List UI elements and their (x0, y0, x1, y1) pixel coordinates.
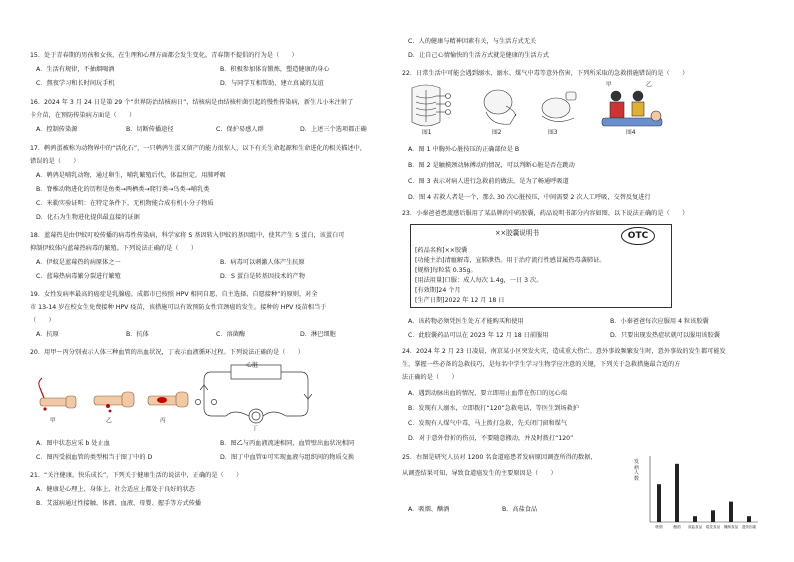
chart-x-tick-label: 遗传因素 (741, 525, 757, 529)
q17-line1: 17．鹌鹑蛋被称为动物界中的“活化石”，一只鹌鹑生蛋又留产的能力很惊人，以下有关生命起源和生命进化的相关描述中， (30, 145, 367, 152)
bleeding-hand-yi-icon (94, 392, 134, 412)
q19-line1: 19．女性发病率最高的癌症是乳腺癌。成都市已按照 HPV 相同自愿、自主选择、自愿接种”的原则，对全 (30, 291, 318, 298)
q18-option-c[interactable]: C．蓝莓热病毒繁分裂进行繁殖 (36, 273, 121, 280)
q17-option-d[interactable]: D．化石为生物进化提供最直接的证据 (36, 214, 140, 221)
q16-option-d[interactable]: D．上述三个选项都正确 (300, 126, 367, 133)
q18-line2: 抑制伊蚊体内蓝莓热病毒的繁殖。下列说法正确的是（ ） (30, 245, 198, 252)
q17-option-c[interactable]: C．米勒实验证明：在特定条件下，无机物能合成有机小分子物质 (36, 200, 214, 207)
heart-label: 心脏 (246, 362, 259, 369)
q20-option-c[interactable]: C．图丙受损血管的类型相当于图丁中的 D (36, 454, 153, 461)
medicine-instruction-box (410, 224, 672, 308)
fig4-label: 图4 (626, 130, 636, 136)
circulation-loop-diagram (195, 365, 312, 423)
chart-x-tick-label: 酗酒 (673, 525, 681, 529)
label-yi: 乙 (106, 418, 112, 424)
q20-line1: 20．用甲～丙分别表示人体三种血管的出血状况，丁表示血液循环过程。下列说法正确的是（ ） (30, 349, 304, 356)
q19-option-b[interactable]: B．抗体 (126, 331, 149, 338)
q22-figures-svg (406, 82, 736, 142)
label-jia: 甲 (50, 418, 56, 424)
box-row-spec: [规格]每粒装 0.35g。 (415, 267, 477, 274)
q25-line1: 25．右图是研究人员对 1200 名食道癌患者发病原因调查所得的数据， (402, 454, 597, 461)
q16-option-b[interactable]: B．切断传播途径 (126, 126, 174, 133)
fig4-yi-label: 乙 (646, 82, 652, 88)
airway-figure-icon (542, 92, 576, 122)
chart-bar (693, 516, 697, 522)
q19-option-c[interactable]: C．溶菌酶 (216, 331, 246, 338)
q19-option-a[interactable]: A．抗原 (36, 331, 59, 338)
chart-ylabel: 发病人数 (634, 459, 640, 482)
cancer-cause-chart-svg (634, 452, 762, 536)
q17-option-a[interactable]: A．鹌鹑是哺乳动物，通过卵生，哺乳繁殖后代，体温恒定，用肺呼吸 (36, 172, 226, 179)
fig3-label: 图3 (548, 130, 558, 136)
chest-compression-figure-icon (412, 85, 451, 126)
chart-x-tick-label: 霉变食品 (705, 525, 721, 529)
q22-option-d[interactable]: D．图 4 若救人者是一个，那么 30 次心脏按压，中间需要 2 次人工呼吸，交替反复进行 (408, 194, 651, 201)
q23-option-c[interactable]: C．此胶囊药品可以在 2023 年 12 月 18 日前服用 (408, 332, 549, 339)
q21-option-d[interactable]: D．让自己心情愉快的生活方式就是健康的生活方式 (408, 52, 549, 59)
q21-option-a[interactable]: A．健康是心理上、身体上、社会适应上都处于良好的状态 (36, 486, 195, 493)
q16-line1: 16．2024 年 3 月 24 日是第 29 个“世界防治结核病日”，结核病是由结核杆菌引起的慢性传染病，新生儿小米注射了 (30, 99, 354, 106)
left-column (30, 0, 392, 562)
chart-bar (657, 484, 661, 522)
chart-x-tick-label: 腌制食品 (723, 525, 739, 529)
label-ding: 丁 (252, 426, 258, 432)
q16-option-a[interactable]: A．控制传染源 (36, 126, 78, 133)
q22-figures (406, 82, 736, 142)
q23-option-a[interactable]: A．该药物必须凭医生处方才能购买和使用 (408, 318, 524, 325)
q25-option-b[interactable]: B．高盐食品 (502, 506, 538, 513)
q20-figure-svg (36, 362, 336, 436)
right-column (402, 0, 768, 562)
fig2-label: 图2 (492, 130, 502, 136)
q24-option-b[interactable]: B．发现有人溺水，立即拨打“120”急救电话，等医生到场救护 (408, 405, 579, 412)
chart-bar (747, 516, 751, 522)
q18-line1: 18．蓝莓热是由伊蚊叮咬传播的病毒性传染病，科学家将 S 基因转入伊蚊的基因组中，使其产生 S 蛋白，该蛋白可 (30, 232, 345, 239)
q20-option-a[interactable]: A．图中状态应采 b 处止血 (36, 440, 110, 447)
otc-badge: OTC (621, 227, 655, 245)
bleeding-hand-jia-icon (39, 378, 76, 411)
q25-line2: 从调查结果可知，导致食道癌发生的主要原因是（ ） (402, 470, 557, 477)
chart-bar (711, 510, 715, 522)
q22-option-a[interactable]: A．图 1 中胸外心脏按压的正确部位是 B (408, 146, 520, 153)
q24-line1: 24．2024 年 2 月 23 日凌晨，南京某小区突发火灾，造成重大伤亡。意外事故频繁发生时，意外事故的发生都可能发 (402, 348, 726, 355)
fig1-label: 图1 (422, 130, 432, 136)
q17-line2: 错误的是（ ） (30, 158, 80, 165)
box-row-date: [生产日期]2022 年 12 月 18 日 (415, 297, 505, 304)
q19-line3: （ ） (30, 317, 55, 324)
box-row-name: [药品名称]××胶囊 (415, 247, 468, 254)
q24-line2: 生，掌握一些必备的急救技巧，是每名中学生学习生物学应注意的关键，下列关于急救措施最合适的方 (402, 361, 681, 368)
q16-option-c[interactable]: C．保护易感人群 (216, 126, 264, 133)
q21-option-c[interactable]: C．人的健康与精神因素有关，与生活方式无关 (408, 38, 537, 45)
q16-line2: 卡介苗，在预防传染病方面是（ ） (30, 112, 136, 119)
q22-line1: 22．日常生活中可能会遇到溺水、溺水、煤气中毒等意外伤害，下列所采取的急救措施错误的是（ ） (402, 70, 689, 77)
box-row-expiry: [有效期]24 个月 (415, 287, 461, 294)
q15-option-b[interactable]: B．积极参加体育锻炼，塑造健康的身心 (220, 66, 330, 73)
q21-option-b[interactable]: B．艾滋病通过性接触、体液、血液、母婴、握手等方式传播 (36, 500, 202, 507)
q18-option-d[interactable]: D．S 蛋白是转基因技术的产物 (220, 273, 305, 280)
q24-line3: 法正确的是（ ） (402, 374, 458, 381)
fig4-jia-label: 甲 (606, 82, 612, 88)
box-row-function: [功能主治]清瘟解毒，宣肺泄热。用于治疗流行性感冒属热毒袭肺证。 (415, 257, 606, 264)
q18-option-a[interactable]: A．伊蚊是蓝莓热的病原体之一 (36, 259, 121, 266)
neck-pulse-figure-icon (484, 90, 516, 124)
cancer-cause-chart (634, 452, 762, 536)
q21-line1: 21．“关注健康，快乐成长”，下列关于健康生活的说法中，正确的是（ ） (30, 472, 243, 479)
q23-line1: 23．小秦爸爸患流感后服用了某品牌的中药胶囊，药品说明书部分内容如图，以下说法正确的是（ ） (402, 210, 689, 217)
q23-option-b[interactable]: B．小秦爸爸每次应服用 4 粒该胶囊 (610, 318, 709, 325)
chart-bar (675, 464, 679, 522)
chart-bar (729, 502, 733, 522)
box-title: ××胶囊说明书 (495, 229, 540, 237)
q25-option-a[interactable]: A．吸烟、酗酒 (408, 506, 450, 513)
q19-option-d[interactable]: D．淋巴细胞 (300, 331, 336, 338)
chart-x-tick-label: 高盐食品 (687, 525, 703, 529)
q24-option-d[interactable]: D．对于意外骨折的伤员，不要随意搬动，并及时拨打“120” (408, 435, 574, 442)
q22-option-b[interactable]: B．图 2 是触摸颈动脉搏动的情况，可以判断心脏是否在跳动 (408, 162, 575, 169)
q15-option-a[interactable]: A．生活有规律，不抽烟喝酒 (36, 66, 115, 73)
q15-option-d[interactable]: D．与同学互相帮助，建立真诚的友谊 (220, 80, 324, 87)
q15-option-c[interactable]: C．熬夜学习和长时间玩手机 (36, 80, 115, 87)
cpr-figure-icon (602, 91, 662, 126)
label-bing: 丙 (160, 418, 166, 424)
q18-option-b[interactable]: B．病毒可以刺激人体产生抗原 (220, 259, 305, 266)
q24-option-a[interactable]: A．遇到动脉出血的情况，要立即用止血带在伤口的远心端 (408, 390, 567, 397)
q22-option-c[interactable]: C．图 3 表示对病人进行急救前的做法，是为了畅通呼吸道 (408, 178, 569, 185)
q17-option-b[interactable]: B．脊椎动物进化的历程是鱼类→两栖类→爬行类→鸟类→哺乳类 (36, 186, 210, 193)
chart-x-tick-label: 吸烟 (655, 525, 663, 529)
q20-figure (36, 362, 336, 436)
q20-option-d[interactable]: D．图丁中血管①可实现血液与组织间的物质交换 (220, 454, 355, 461)
bleeding-hand-bing-icon (148, 392, 188, 407)
q23-option-d[interactable]: D．只要出现发热症状就可以服用该胶囊 (610, 332, 720, 339)
q20-option-b[interactable]: B．图乙与丙血液流速相同，血管壁出血状况相同 (220, 440, 355, 447)
q19-line2: 市 13-14 岁在校女生免费接种 HPV 疫苗，该措施可以有效预防女性宫颈癌的发生。接种的 HPV 疫苗相当于 (30, 304, 327, 311)
q15-stem: 15．处于青春期的男孩和女孩，在生理和心理方面都会发生变化。青春期不提倡的行为是（ ） (30, 52, 298, 59)
q24-option-c[interactable]: C．发现有人煤气中毒，马上拨打急救，先关闭门窗和煤气 (408, 420, 568, 427)
box-row-dosage: [用法用量]口服：成人每次 1.4g，一日 3 次。 (415, 277, 543, 284)
